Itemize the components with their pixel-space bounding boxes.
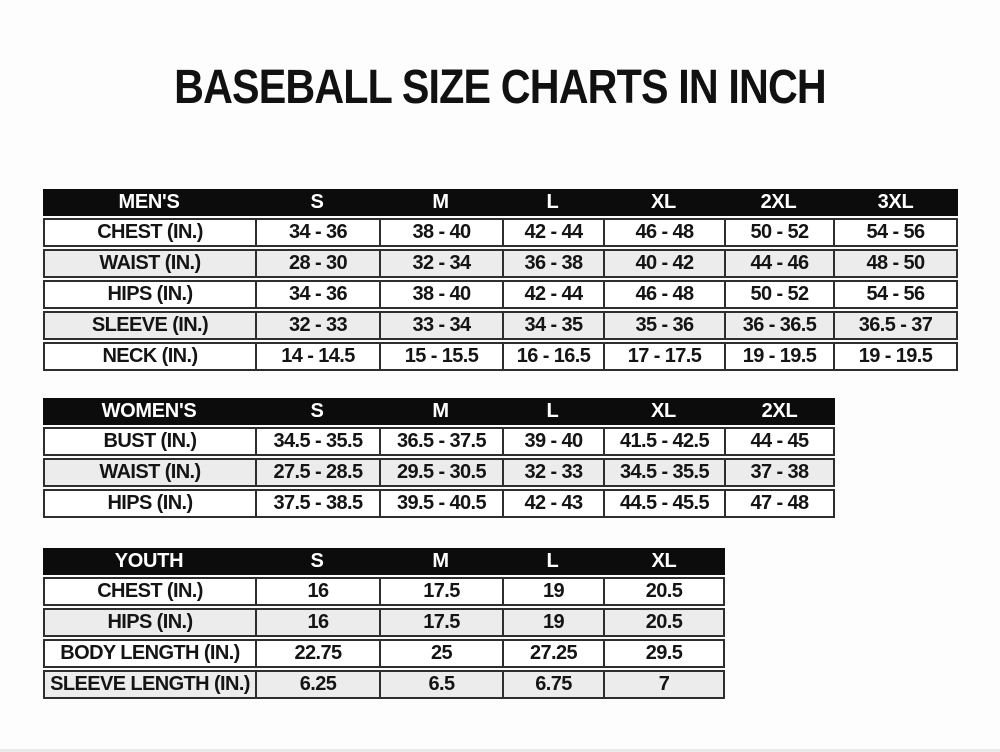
value-cell: 32 - 33	[255, 311, 379, 340]
mens-measurement-row	[43, 249, 958, 278]
mens-size-column-header: XL	[603, 189, 724, 216]
row-label: CHEST (IN.)	[43, 218, 255, 247]
value-cell: 19 - 19.5	[833, 342, 958, 371]
youth-table-title: YOUTH	[43, 548, 255, 575]
womens-header-row	[43, 398, 835, 425]
mens-measurement-row	[43, 342, 958, 371]
value-cell: 6.75	[502, 670, 603, 699]
row-label: BUST (IN.)	[43, 427, 255, 456]
mens-header-row	[43, 189, 958, 216]
value-cell: 22.75	[255, 639, 379, 668]
youth-size-column-header: S	[255, 548, 379, 575]
value-cell: 36.5 - 37	[833, 311, 958, 340]
value-cell: 6.5	[379, 670, 502, 699]
value-cell: 39 - 40	[502, 427, 603, 456]
mens-size-column-header: L	[502, 189, 603, 216]
row-label: CHEST (IN.)	[43, 577, 255, 606]
value-cell: 19	[502, 608, 603, 637]
value-cell: 42 - 44	[502, 280, 603, 309]
value-cell: 33 - 34	[379, 311, 502, 340]
value-cell: 36 - 38	[502, 249, 603, 278]
value-cell: 35 - 36	[603, 311, 724, 340]
value-cell: 50 - 52	[724, 280, 833, 309]
value-cell: 38 - 40	[379, 280, 502, 309]
row-label: HIPS (IN.)	[43, 280, 255, 309]
value-cell: 6.25	[255, 670, 379, 699]
value-cell: 40 - 42	[603, 249, 724, 278]
youth-measurement-row	[43, 639, 725, 668]
row-label: BODY LENGTH (IN.)	[43, 639, 255, 668]
value-cell: 16 - 16.5	[502, 342, 603, 371]
womens-size-column-header: M	[379, 398, 502, 425]
value-cell: 44.5 - 45.5	[603, 489, 724, 518]
row-label: HIPS (IN.)	[43, 608, 255, 637]
value-cell: 17.5	[379, 577, 502, 606]
value-cell: 37 - 38	[724, 458, 835, 487]
value-cell: 46 - 48	[603, 218, 724, 247]
value-cell: 42 - 44	[502, 218, 603, 247]
value-cell: 7	[603, 670, 725, 699]
row-label: WAIST (IN.)	[43, 249, 255, 278]
womens-table-title: WOMEN'S	[43, 398, 255, 425]
row-label: SLEEVE LENGTH (IN.)	[43, 670, 255, 699]
value-cell: 16	[255, 608, 379, 637]
value-cell: 54 - 56	[833, 218, 958, 247]
mens-size-column-header: 3XL	[833, 189, 958, 216]
value-cell: 29.5 - 30.5	[379, 458, 502, 487]
womens-measurement-row	[43, 489, 835, 518]
womens-size-column-header: 2XL	[724, 398, 835, 425]
value-cell: 54 - 56	[833, 280, 958, 309]
youth-header-row	[43, 548, 725, 575]
value-cell: 27.5 - 28.5	[255, 458, 379, 487]
mens-measurement-row	[43, 280, 958, 309]
womens-measurement-row	[43, 427, 835, 456]
mens-measurement-row	[43, 218, 958, 247]
value-cell: 32 - 33	[502, 458, 603, 487]
youth-size-table	[43, 546, 725, 701]
value-cell: 44 - 45	[724, 427, 835, 456]
womens-size-column-header: S	[255, 398, 379, 425]
value-cell: 17 - 17.5	[603, 342, 724, 371]
mens-size-table	[43, 187, 958, 373]
womens-measurement-row	[43, 458, 835, 487]
value-cell: 15 - 15.5	[379, 342, 502, 371]
row-label: SLEEVE (IN.)	[43, 311, 255, 340]
value-cell: 28 - 30	[255, 249, 379, 278]
value-cell: 36.5 - 37.5	[379, 427, 502, 456]
value-cell: 20.5	[603, 608, 725, 637]
youth-size-column-header: L	[502, 548, 603, 575]
mens-size-column-header: S	[255, 189, 379, 216]
value-cell: 34 - 36	[255, 218, 379, 247]
value-cell: 34.5 - 35.5	[603, 458, 724, 487]
value-cell: 46 - 48	[603, 280, 724, 309]
value-cell: 19	[502, 577, 603, 606]
row-label: WAIST (IN.)	[43, 458, 255, 487]
value-cell: 39.5 - 40.5	[379, 489, 502, 518]
page-title: BASEBALL SIZE CHARTS IN INCH	[174, 61, 826, 114]
row-label: NECK (IN.)	[43, 342, 255, 371]
youth-size-column-header: XL	[603, 548, 725, 575]
value-cell: 29.5	[603, 639, 725, 668]
value-cell: 27.25	[502, 639, 603, 668]
womens-size-column-header: L	[502, 398, 603, 425]
value-cell: 42 - 43	[502, 489, 603, 518]
value-cell: 34 - 36	[255, 280, 379, 309]
value-cell: 34.5 - 35.5	[255, 427, 379, 456]
youth-size-column-header: M	[379, 548, 502, 575]
value-cell: 19 - 19.5	[724, 342, 833, 371]
womens-size-table	[43, 396, 835, 520]
youth-measurement-row	[43, 577, 725, 606]
value-cell: 44 - 46	[724, 249, 833, 278]
value-cell: 50 - 52	[724, 218, 833, 247]
value-cell: 16	[255, 577, 379, 606]
value-cell: 14 - 14.5	[255, 342, 379, 371]
mens-table-title: MEN'S	[43, 189, 255, 216]
youth-measurement-row	[43, 608, 725, 637]
value-cell: 41.5 - 42.5	[603, 427, 724, 456]
value-cell: 48 - 50	[833, 249, 958, 278]
value-cell: 34 - 35	[502, 311, 603, 340]
value-cell: 20.5	[603, 577, 725, 606]
mens-measurement-row	[43, 311, 958, 340]
row-label: HIPS (IN.)	[43, 489, 255, 518]
value-cell: 36 - 36.5	[724, 311, 833, 340]
womens-size-column-header: XL	[603, 398, 724, 425]
value-cell: 37.5 - 38.5	[255, 489, 379, 518]
value-cell: 17.5	[379, 608, 502, 637]
value-cell: 32 - 34	[379, 249, 502, 278]
value-cell: 47 - 48	[724, 489, 835, 518]
value-cell: 38 - 40	[379, 218, 502, 247]
youth-measurement-row	[43, 670, 725, 699]
mens-size-column-header: M	[379, 189, 502, 216]
mens-size-column-header: 2XL	[724, 189, 833, 216]
value-cell: 25	[379, 639, 502, 668]
